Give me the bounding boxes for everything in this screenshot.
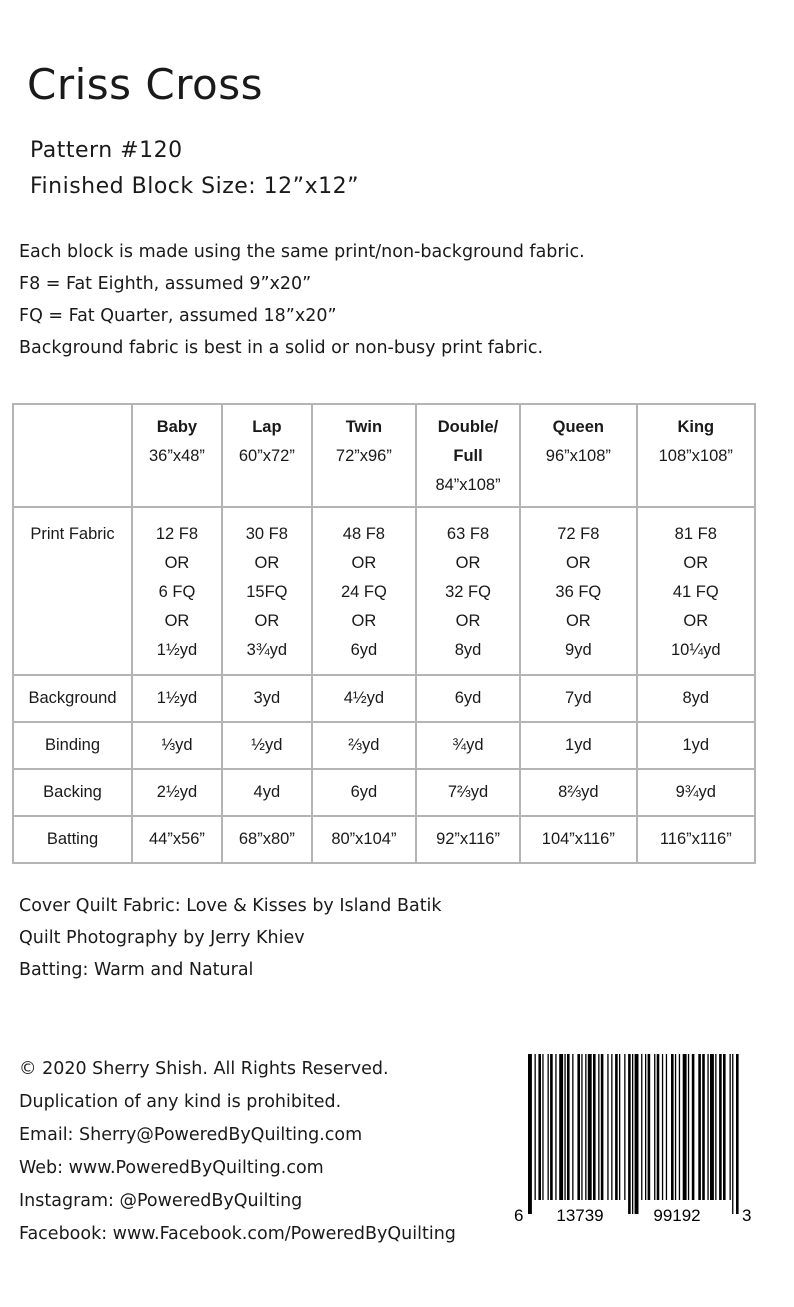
size-header-twin: Twin 72”x96” [312, 404, 416, 507]
header-corner-cell [13, 404, 132, 507]
table-cell: 8yd [637, 675, 755, 722]
barcode-bar [730, 1054, 731, 1200]
intro-line: FQ = Fat Quarter, assumed 18”x20” [19, 306, 337, 326]
copyright-line: Duplication of any kind is prohibited. [19, 1092, 342, 1112]
barcode-bar [679, 1054, 680, 1200]
barcode-bar [588, 1054, 592, 1200]
barcode-bar [736, 1054, 739, 1214]
table-cell: 68”x80” [222, 816, 312, 863]
barcode-bar [719, 1054, 722, 1200]
row-label: Binding [13, 722, 132, 769]
barcode-bar [535, 1054, 536, 1200]
barcode-bar [615, 1054, 618, 1200]
barcode-bar [707, 1054, 708, 1200]
copyright-contact [19, 1053, 456, 1251]
row-label: Batting [13, 816, 132, 863]
table-cell: 4½yd [312, 675, 416, 722]
table-cell: 4yd [222, 769, 312, 816]
table-cell: 6yd [416, 675, 520, 722]
table-cell: 9¾yd [637, 769, 755, 816]
barcode-bar [550, 1054, 553, 1200]
email-line: Email: Sherry@PoweredByQuilting.com [19, 1125, 363, 1145]
table-cell: 116”x116” [637, 816, 755, 863]
intro-line: F8 = Fat Eighth, assumed 9”x20” [19, 274, 312, 294]
barcode-bar [619, 1054, 620, 1200]
credit-line: Cover Quilt Fabric: Love & Kisses by Island Batik [19, 896, 442, 916]
block-size: Finished Block Size: 12”x12” [30, 174, 359, 199]
barcode-bar [657, 1054, 660, 1200]
table-cell: 7yd [520, 675, 636, 722]
barcode-bar [528, 1054, 532, 1214]
barcode-bar [710, 1054, 714, 1200]
table-cell: 104”x116” [520, 816, 636, 863]
barcode-bar [675, 1054, 676, 1200]
barcode-bar [732, 1054, 733, 1214]
barcode-bar [601, 1054, 604, 1200]
barcode-bar [692, 1054, 695, 1200]
table-cell: 92”x116” [416, 816, 520, 863]
size-header-queen: Queen 96”x108” [520, 404, 636, 507]
barcode-bar [632, 1054, 633, 1214]
page-title: Criss Cross [27, 60, 264, 109]
barcode-bar [585, 1054, 586, 1200]
barcode-bar [611, 1054, 612, 1200]
credits [19, 890, 442, 986]
intro-line: Background fabric is best in a solid or non-busy print fabric. [19, 338, 544, 358]
print-fabric-cell: 12 F8 OR 6 FQ OR 1½yd [132, 507, 222, 675]
barcode-bar [564, 1054, 565, 1200]
barcode [512, 1054, 752, 1228]
table-cell: 2½yd [132, 769, 222, 816]
table-cell: ½yd [222, 722, 312, 769]
table-row-batting [13, 816, 755, 863]
barcode-bar [648, 1054, 651, 1200]
table-header-row [13, 404, 755, 507]
copyright-line: © 2020 Sherry Shish. All Rights Reserved. [19, 1059, 389, 1079]
barcode-bar [662, 1054, 663, 1200]
table-cell: 1yd [520, 722, 636, 769]
table-cell: 1yd [637, 722, 755, 769]
barcode-bar [715, 1054, 716, 1200]
credit-line: Batting: Warm and Natural [19, 960, 254, 980]
table-row-background [13, 675, 755, 722]
fabric-requirements-table [12, 403, 756, 864]
barcode-bar [567, 1054, 570, 1200]
table-row-binding [13, 722, 755, 769]
table-cell: 7⅔yd [416, 769, 520, 816]
barcode-bar [723, 1054, 726, 1200]
barcode-bar [683, 1054, 687, 1200]
barcode-bar [598, 1054, 599, 1200]
table-row-backing [13, 769, 755, 816]
barcode-group-left: 13739 [556, 1206, 604, 1225]
barcode-group-right: 99192 [653, 1206, 701, 1225]
print-fabric-cell: 63 F8 OR 32 FQ OR 8yd [416, 507, 520, 675]
table-cell: ⅓yd [132, 722, 222, 769]
barcode-check-digit: 3 [742, 1206, 752, 1225]
barcode-bar [581, 1054, 582, 1200]
barcode-bar [635, 1054, 639, 1214]
barcode-bar [645, 1054, 646, 1200]
instagram-line: Instagram: @PoweredByQuilting [19, 1191, 303, 1211]
size-header-lap: Lap 60”x72” [222, 404, 312, 507]
barcode-bar [688, 1054, 689, 1200]
barcode-bar [548, 1054, 549, 1200]
row-label: Print Fabric [13, 507, 132, 675]
barcode-bar [702, 1054, 705, 1200]
print-fabric-cell: 48 F8 OR 24 FQ OR 6yd [312, 507, 416, 675]
pattern-number: Pattern #120 [30, 138, 183, 163]
barcode-bar [555, 1054, 556, 1200]
barcode-bar [607, 1054, 608, 1200]
print-fabric-cell: 30 F8 OR 15FQ OR 3¾yd [222, 507, 312, 675]
barcode-bar [593, 1054, 596, 1200]
row-label: Background [13, 675, 132, 722]
print-fabric-cell: 72 F8 OR 36 FQ OR 9yd [520, 507, 636, 675]
barcode-bar [577, 1054, 580, 1200]
table-cell: ¾yd [416, 722, 520, 769]
barcode-lead-digit: 6 [514, 1206, 524, 1225]
barcode-bar [654, 1054, 655, 1200]
barcode-bar [641, 1054, 642, 1200]
table-cell: ⅔yd [312, 722, 416, 769]
table-cell: 80”x104” [312, 816, 416, 863]
barcode-bars [528, 1054, 739, 1214]
barcode-bar [666, 1054, 667, 1200]
table-cell: 6yd [312, 769, 416, 816]
table-cell: 1½yd [132, 675, 222, 722]
barcode-bar [538, 1054, 541, 1200]
table-cell: 8⅔yd [520, 769, 636, 816]
barcode-bar [628, 1054, 631, 1214]
barcode-bar [542, 1054, 543, 1200]
intro-line: Each block is made using the same print/non-background fabric. [19, 242, 585, 262]
size-header-king: King 108”x108” [637, 404, 755, 507]
table-cell: 44”x56” [132, 816, 222, 863]
size-header-double-full: Double/ Full 84”x108” [416, 404, 520, 507]
barcode-bar [698, 1054, 701, 1200]
intro-notes [19, 236, 585, 364]
barcode-bar [572, 1054, 573, 1200]
barcode-bar [624, 1054, 625, 1200]
table-row-print-fabric [13, 507, 755, 675]
facebook-line: Facebook: www.Facebook.com/PoweredByQuilting [19, 1224, 456, 1244]
barcode-bar [559, 1054, 563, 1200]
web-line: Web: www.PoweredByQuilting.com [19, 1158, 324, 1178]
size-header-baby: Baby 36”x48” [132, 404, 222, 507]
barcode-bar [671, 1054, 674, 1200]
credit-line: Quilt Photography by Jerry Khiev [19, 928, 305, 948]
row-label: Backing [13, 769, 132, 816]
table-cell: 3yd [222, 675, 312, 722]
print-fabric-cell: 81 F8 OR 41 FQ OR 10¼yd [637, 507, 755, 675]
